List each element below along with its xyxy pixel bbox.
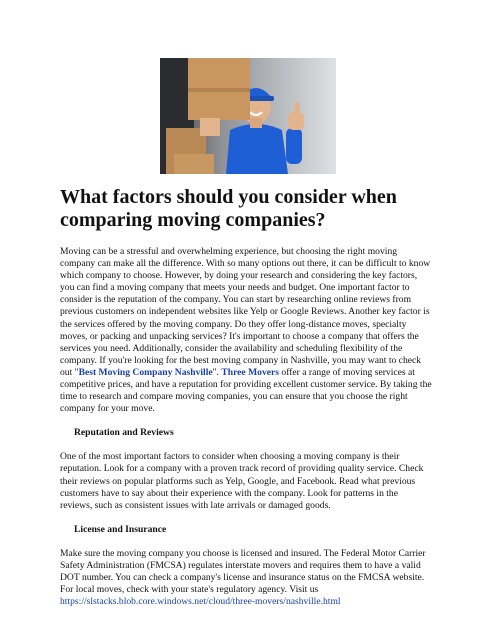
section-heading-license: License and Insurance [74,523,167,535]
license-text: Make sure the moving company you choose is licensed and insured. The Federal Motor Carrier Safety Administration (FMCSA) regulates interstate movers and requires them to have a valid DOT number. You can check a company's license and insurance status on the FMCSA website. For local moves, check with your state's regulatory agency. Visit us [60,547,426,596]
intro-text: Moving can be a stressful and overwhelming experience, but choosing the right moving company can make all the difference. With so many options out there, it can be difficult to know which company to choose. However, by doing your research and considering the key factors, you can find a moving company that meets your needs and budget. One important factor to consider is the reputation of the company. You can start by researching online reviews from previous customers on independent websites like Yelp or Google Reviews. Another key factor is the services offered by the moving company. Do they offer long-distance moves, specialty moves, or packing and unpacking services? It's important to choose a company that offers the services you need. Additionally, consider the availability and scheduling flexibility of the company. If you're looking for the best moving company in Nashville, you may want to check out " [60,246,431,378]
mover-holding-box-photo-icon [160,58,336,174]
section-heading-reputation: Reputation and Reviews [74,427,174,439]
intro-separator: ". [212,366,222,378]
intro-paragraph [60,246,432,415]
intro-text-end: offer a range of moving services at competitive prices, and have a reputation for providing excellent customer service. By taking the time to research and compare moving companies, you can ensure that you choose the right company for your move. [60,366,432,415]
article [60,186,432,608]
section-body-license [60,548,432,608]
nashville-url-link[interactable]: https://slstacks.blob.core.windows.net/cloud/three-movers/nashville.html [60,596,341,608]
best-moving-company-link[interactable]: Best Moving Company Nashville [78,366,213,378]
article-title: What factors should you consider when comparing moving companies? [60,186,397,231]
section-body-reputation: One of the most important factors to consider when choosing a moving company is their reputation. Look for a company with a proven track record of providing quality service. Check their reviews on popular platforms such as Yelp, Google, and Facebook. Read what previous customers have to say about their experience with the company. Look for patterns in the reviews, such as consistent issues with late arrivals or damaged goods. [60,451,424,511]
three-movers-link[interactable]: Three Movers [221,366,279,378]
hero-image [160,58,336,174]
